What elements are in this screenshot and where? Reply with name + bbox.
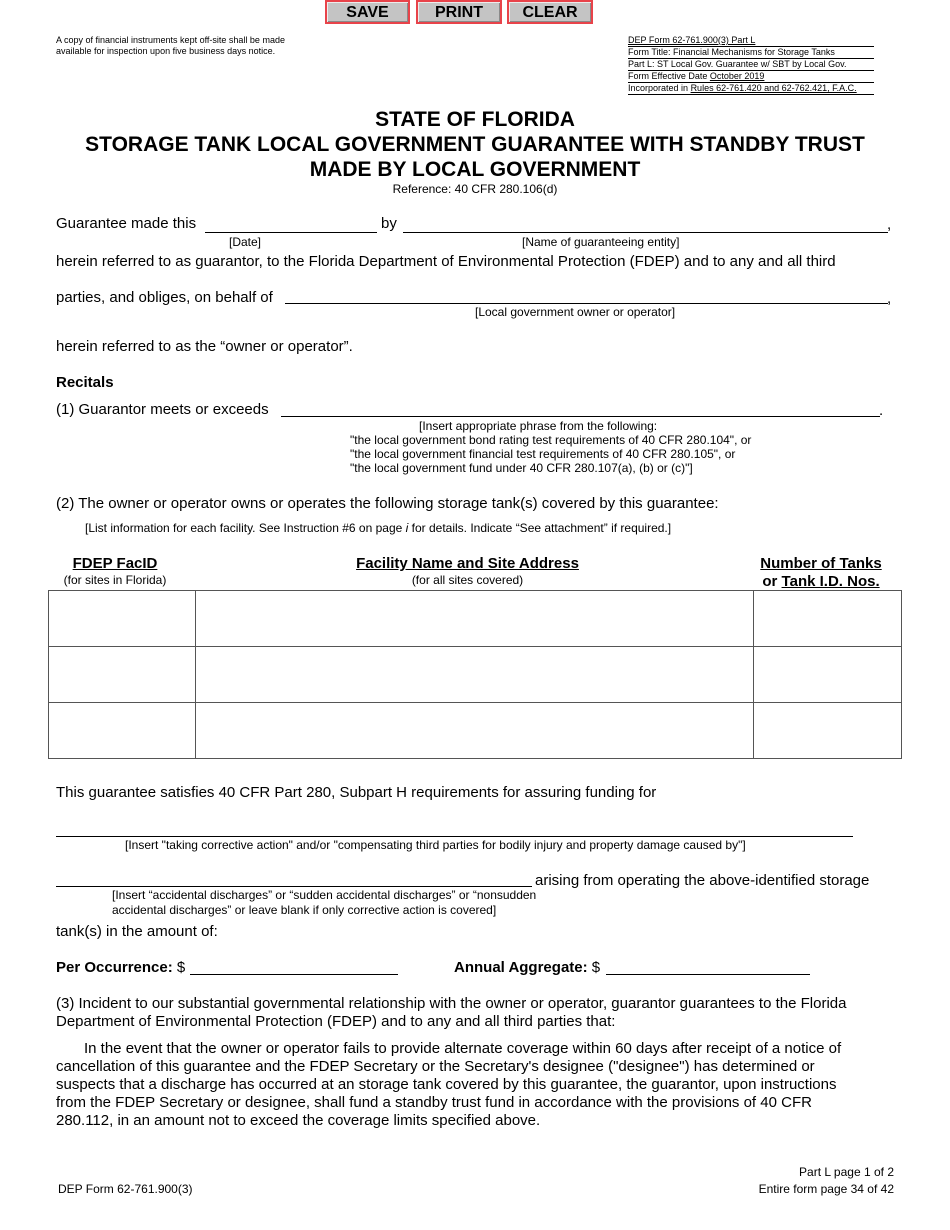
owner-hint: [Local government owner or operator] — [475, 305, 676, 319]
form-part: Part L: ST Local Gov. Guarantee w/ SBT by Local Gov. — [628, 59, 874, 71]
table-row — [49, 591, 902, 647]
recital-2-hint: [List information for each facility. See Instruction #6 on page i for details. Indicate “See attachment” if required.] — [85, 521, 672, 535]
title-state: STATE OF FLORIDA — [375, 108, 575, 131]
comma-1: , — [887, 216, 892, 233]
col-fdep-facid: FDEP FacID — [72, 555, 158, 572]
para3-line1: (3) Incident to our substantial governmental relationship with the owner or operator, guarantor guarantees to the Florida — [56, 995, 847, 1012]
tanks-cell[interactable] — [754, 703, 901, 758]
satisfies-text: This guarantee satisfies 40 CFR Part 280, Subpart H requirements for assuring funding for — [56, 784, 657, 801]
funding-purpose-hint: [Insert "taking corrective action" and/or "compensating third parties for bodily injury and property damage caused by"] — [125, 838, 746, 852]
facility-address-cell[interactable] — [196, 591, 753, 646]
discharge-type-field[interactable] — [56, 870, 532, 887]
discharge-type-hint-a: [Insert “accidental discharges” or “sudden accidental discharges” or “nonsudden — [112, 888, 537, 902]
facility-table — [48, 590, 902, 759]
facility-address-cell[interactable] — [196, 703, 753, 758]
by-label: by — [381, 215, 397, 232]
recital-1-field[interactable] — [281, 401, 880, 417]
guaranteeing-entity-field[interactable] — [403, 217, 888, 233]
tanks-cell[interactable] — [754, 647, 901, 702]
on-behalf-label: parties, and obliges, on behalf of — [56, 289, 273, 306]
clear-button[interactable]: CLEAR — [507, 0, 593, 24]
recital-1-period: . — [879, 402, 884, 419]
per-occurrence-field[interactable] — [190, 959, 398, 975]
recital-1-label: (1) Guarantor meets or exceeds — [56, 401, 269, 418]
tanks-amount-text: tank(s) in the amount of: — [56, 923, 218, 940]
arising-text: arising from operating the above-identified storage — [535, 872, 870, 889]
offsite-notice: A copy of financial instruments kept off-site shall be made available for inspection upon five business days notice. — [56, 35, 285, 56]
date-field[interactable] — [205, 217, 377, 233]
table-row — [49, 647, 902, 703]
form-title: Form Title: Financial Mechanisms for Storage Tanks — [628, 47, 874, 59]
facility-address-cell[interactable] — [196, 647, 753, 702]
facid-cell[interactable] — [49, 703, 195, 758]
para3-line2: Department of Environmental Protection (FDEP) and to any and all third parties that: — [56, 1013, 616, 1030]
facid-cell[interactable] — [49, 591, 195, 646]
recital-2: (2) The owner or operator owns or operates the following storage tank(s) covered by this guarantee: — [56, 495, 719, 512]
save-button[interactable]: SAVE — [325, 0, 410, 24]
tanks-cell[interactable] — [754, 591, 901, 646]
footer-form-number: DEP Form 62-761.900(3) — [58, 1182, 193, 1196]
print-button[interactable]: PRINT — [416, 0, 502, 24]
col-facility-name-sub: (for all sites covered) — [411, 573, 524, 587]
date-hint: [Date] — [229, 235, 262, 249]
facid-cell[interactable] — [49, 647, 195, 702]
comma-2: , — [887, 290, 892, 307]
made-this-label: Guarantee made this — [56, 215, 197, 232]
recital-1-hint: [Insert appropriate phrase from the following: "the local government bond rating test requirements of 40 CFR 280.104", or "the local government financial test requirements of 40 CFR 280.105", or "the local government fund under 40 CFR 280.107(a), (b) or (c)"] — [350, 419, 752, 475]
discharge-type-hint-b: accidental discharges” or leave blank if only corrective action is covered] — [112, 903, 497, 917]
col-tank-ids: or Tank I.D. Nos. — [762, 573, 880, 590]
recitals-heading: Recitals — [56, 374, 114, 391]
table-row — [49, 703, 902, 759]
form-reference-block — [628, 35, 874, 95]
intro-line-4: herein referred to as the “owner or operator”. — [56, 338, 353, 355]
form-incorporated: Incorporated in Rules 62-761.420 and 62-762.421, F.A.C. — [628, 83, 874, 95]
annual-aggregate-row: Annual Aggregate: $ — [454, 959, 601, 976]
title-reference: Reference: 40 CFR 280.106(d) — [392, 182, 558, 196]
per-occurrence-row: Per Occurrence: $ — [56, 959, 186, 976]
owner-operator-field[interactable] — [285, 288, 888, 304]
para3-body: In the event that the owner or operator fails to provide alternate coverage within 60 days after receipt of a notice of cancellation of this guarantee and the FDEP Secretary or the Secretary's designee ("designee") has determined or suspects that a discharge has occurred at an storage tank covered by this guarantee, the guarantor, upon instructions from the FDEP Secretary or designee, shall fund a standby trust fund in accordance with the provisions of 40 CFR 280.112, in an amount not to exceed the coverage limits specified above. — [56, 1040, 842, 1129]
form-effective-date: Form Effective Date October 2019 — [628, 71, 874, 83]
form-number: DEP Form 62-761.900(3) Part L — [628, 35, 874, 47]
annual-aggregate-field[interactable] — [606, 959, 810, 975]
col-facility-name: Facility Name and Site Address — [356, 555, 579, 572]
entity-hint: [Name of guaranteeing entity] — [522, 235, 680, 249]
footer-page-numbers: Part L page 1 of 2 Entire form page 34 of 42 — [758, 1165, 894, 1196]
col-fdep-facid-sub: (for sites in Florida) — [63, 573, 167, 587]
title-main: STORAGE TANK LOCAL GOVERNMENT GUARANTEE WITH STANDBY TRUST — [85, 133, 865, 156]
col-number-of-tanks: Number of Tanks — [760, 555, 882, 572]
title-sub: MADE BY LOCAL GOVERNMENT — [309, 158, 641, 181]
funding-purpose-field[interactable] — [56, 820, 853, 837]
intro-line-2: herein referred to as guarantor, to the Florida Department of Environmental Protection (FDEP) and to any and all third — [56, 253, 836, 270]
